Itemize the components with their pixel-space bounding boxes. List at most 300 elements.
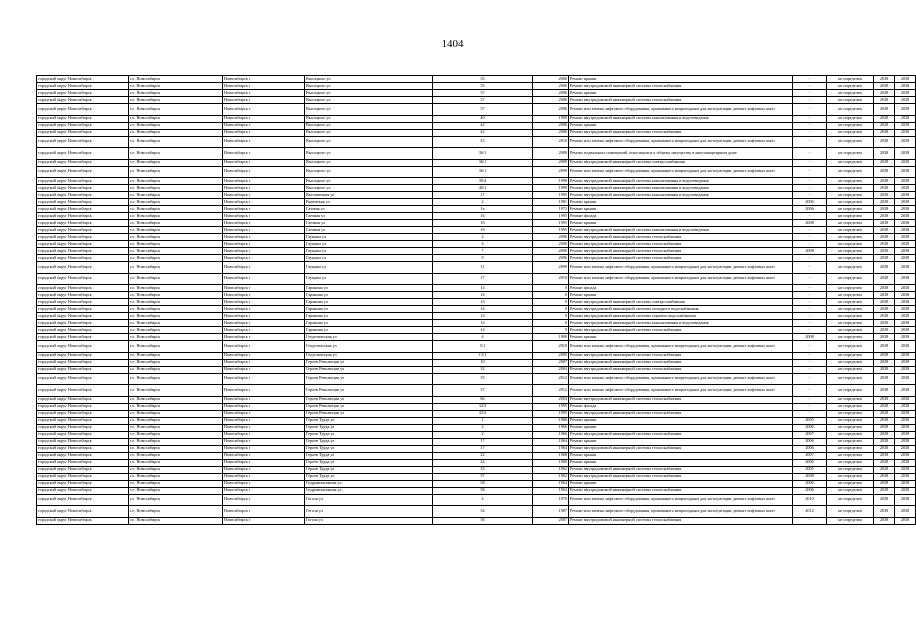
cell-year-to: 2038 [895,285,916,292]
cell-plan-period: не определен [827,248,874,255]
cell-year-from: 2038 [874,136,895,148]
cell-locality: Новосибирск г [223,166,305,178]
cell-locality: Новосибирск г [223,359,305,366]
cell-year-from: 2038 [874,494,895,506]
cell-plan-period: не определен [827,480,874,487]
cell-house: 14 [433,299,533,306]
cell-work-type: Ремонт внутридомовой инженерной системы теплоснабжения [569,396,793,403]
cell-street: Гаущака ул [305,248,433,255]
cell-settlement: г.о. Новосибирск [129,285,223,292]
cell-last-repair: - [793,227,827,234]
cell-municipality: городской округ Новосибирск [37,431,129,438]
cell-year: 1962 [533,473,569,480]
cell-locality: Новосибирск г [223,480,305,487]
cell-locality: Новосибирск г [223,234,305,241]
table-row [37,262,916,274]
cell-plan-period: не определен [827,506,874,518]
cell-locality: Новосибирск г [223,104,305,116]
cell-locality: Новосибирск г [223,373,305,385]
cell-street: Героев Труда ул [305,459,433,466]
cell-year-from: 2038 [874,431,895,438]
cell-year-from: 2038 [874,313,895,320]
table-row [37,306,916,313]
cell-year: 1995 [533,192,569,199]
cell-municipality: городской округ Новосибирск [37,396,129,403]
table-row [37,206,916,213]
cell-work-type: Ремонт крыши [569,452,793,459]
cell-street: Героев Труда ул [305,417,433,424]
cell-year-to: 2038 [895,97,916,104]
cell-house: 4 [433,494,533,506]
cell-year-from: 2038 [874,327,895,334]
cell-last-repair: 2007 [793,452,827,459]
cell-locality: Новосибирск г [223,403,305,410]
cell-street: Выставочная ул [305,192,433,199]
cell-settlement: г.о. Новосибирск [129,438,223,445]
cell-street: Геодезическая ул [305,341,433,353]
cell-work-type: Ремонт или замена лифтового оборудования, признанного непригодным для эксплуатации, ремонт лифтовых шахт [569,104,793,116]
cell-settlement: г.о. Новосибирск [129,97,223,104]
table-row [37,487,916,494]
cell-year-to: 2038 [895,241,916,248]
cell-work-type: Ремонт внутридомовой инженерной системы теплоснабжения [569,359,793,366]
cell-municipality: городской округ Новосибирск [37,473,129,480]
cell-locality: Новосибирск г [223,148,305,160]
cell-year: 2006 [533,97,569,104]
table-row [37,97,916,104]
cell-settlement: г.о. Новосибирск [129,248,223,255]
cell-work-type: Ремонт крыши [569,206,793,213]
cell-work-type: Ремонт крыши [569,199,793,206]
cell-street: Гидромонтажная ул [305,487,433,494]
cell-street: Гаранина ул [305,299,433,306]
table-row [37,122,916,129]
cell-year: 2007 [533,359,569,366]
cell-year-from: 2038 [874,90,895,97]
cell-settlement: г.о. Новосибирск [129,76,223,83]
cell-street: Гидромонтажная ул [305,480,433,487]
cell-year: 2006 [533,255,569,262]
cell-year-to: 2038 [895,480,916,487]
cell-house: 1а [433,206,533,213]
cell-settlement: г.о. Новосибирск [129,431,223,438]
cell-plan-period: не определен [827,122,874,129]
cell-plan-period: не определен [827,273,874,285]
cell-locality: Новосибирск г [223,396,305,403]
cell-plan-period: не определен [827,104,874,116]
cell-last-repair: - [793,273,827,285]
cell-year-to: 2038 [895,466,916,473]
cell-last-repair: - [793,255,827,262]
cell-year-from: 2038 [874,320,895,327]
cell-work-type: Ремонт внутридомовой инженерной системы канализования и водоотведения [569,227,793,234]
cell-year-from: 2038 [874,466,895,473]
cell-work-type: Ремонт внутридомовой инженерной системы теплоснабжения [569,431,793,438]
cell-year-from: 2038 [874,285,895,292]
cell-year-to: 2038 [895,129,916,136]
cell-municipality: городской округ Новосибирск [37,341,129,353]
cell-settlement: г.о. Новосибирск [129,313,223,320]
cell-house: 24 [433,459,533,466]
cell-year: 1968 [533,459,569,466]
cell-year-from: 2038 [874,459,895,466]
cell-settlement: г.о. Новосибирск [129,262,223,274]
cell-municipality: городской округ Новосибирск [37,83,129,90]
cell-settlement: г.о. Новосибирск [129,192,223,199]
cell-settlement: г.о. Новосибирск [129,459,223,466]
cell-plan-period: не определен [827,417,874,424]
cell-work-type: Ремонт внутридомовой инженерной системы теплоснабжения [569,445,793,452]
cell-year-from: 2038 [874,248,895,255]
cell-house: 32/2 [433,403,533,410]
cell-year-from: 2038 [874,199,895,206]
cell-year-to: 2038 [895,166,916,178]
cell-street: Высоцкого ул [305,148,433,160]
cell-settlement: г.о. Новосибирск [129,129,223,136]
cell-street: Гаущака ул [305,262,433,274]
cell-plan-period: не определен [827,473,874,480]
cell-year-from: 2038 [874,359,895,366]
cell-year: 0 [533,327,569,334]
cell-year-to: 2038 [895,122,916,129]
table-row [37,115,916,122]
cell-locality: Новосибирск г [223,320,305,327]
cell-year-from: 2038 [874,115,895,122]
cell-year-to: 2038 [895,234,916,241]
cell-year: 1988 [533,334,569,341]
cell-year: 1990 [533,115,569,122]
cell-year: 1995 [533,213,569,220]
cell-year-to: 2038 [895,104,916,116]
cell-street: Гаранина ул [305,285,433,292]
cell-year-from: 2038 [874,487,895,494]
cell-house: 14 [433,313,533,320]
cell-plan-period: не определен [827,366,874,373]
cell-work-type: Ремонт внутридомовой инженерной системы канализования и водоотведения [569,320,793,327]
cell-house: 32/2 [433,410,533,417]
cell-year-to: 2038 [895,213,916,220]
cell-year: 2010 [533,136,569,148]
cell-last-repair: - [793,352,827,359]
cell-year-from: 2038 [874,292,895,299]
cell-work-type: Ремонт или замена лифтового оборудования, признанного непригодным для эксплуатации, ремонт лифтовых шахт [569,494,793,506]
cell-settlement: г.о. Новосибирск [129,366,223,373]
table-row [37,403,916,410]
cell-last-repair: - [793,136,827,148]
cell-plan-period: не определен [827,178,874,185]
cell-house: 14 [433,306,533,313]
cell-last-repair: 2006 [793,199,827,206]
cell-street: Геодезическая ул [305,352,433,359]
cell-work-type: Ремонт внутридомовой инженерной системы теплоснабжения [569,255,793,262]
cell-locality: Новосибирск г [223,494,305,506]
cell-year-from: 2038 [874,241,895,248]
cell-street: Гаечная ул [305,227,433,234]
cell-street: Героев Революции ул [305,373,433,385]
cell-locality: Новосибирск г [223,487,305,494]
cell-settlement: г.о. Новосибирск [129,452,223,459]
cell-year-from: 2038 [874,273,895,285]
cell-work-type: Ремонт внутридомовой инженерной системы теплоснабжения [569,410,793,417]
cell-year-to: 2038 [895,90,916,97]
cell-last-repair: 2008 [793,220,827,227]
cell-last-repair: - [793,410,827,417]
cell-house: 2 [433,199,533,206]
cell-plan-period: не определен [827,83,874,90]
cell-plan-period: не определен [827,438,874,445]
cell-municipality: городской округ Новосибирск [37,424,129,431]
cell-year-from: 2038 [874,178,895,185]
cell-street: Высоцкого ул [305,178,433,185]
cell-year-from: 2038 [874,403,895,410]
cell-locality: Новосибирск г [223,431,305,438]
cell-locality: Новосибирск г [223,220,305,227]
cell-street: Высоцкого ул [305,83,433,90]
table-row [37,166,916,178]
cell-last-repair: 2006 [793,480,827,487]
cell-municipality: городской округ Новосибирск [37,90,129,97]
table-row [37,480,916,487]
cell-year-to: 2038 [895,517,916,524]
cell-year-to: 2038 [895,417,916,424]
cell-locality: Новосибирск г [223,285,305,292]
cell-locality: Новосибирск г [223,452,305,459]
cell-settlement: г.о. Новосибирск [129,90,223,97]
cell-municipality: городской округ Новосибирск [37,148,129,160]
cell-plan-period: не определен [827,199,874,206]
cell-municipality: городской округ Новосибирск [37,273,129,285]
cell-plan-period: не определен [827,466,874,473]
cell-plan-period: не определен [827,234,874,241]
cell-last-repair: - [793,373,827,385]
cell-last-repair: - [793,166,827,178]
cell-house: 7 [433,248,533,255]
cell-work-type: Ремонт внутридомовой инженерной системы теплоснабжения [569,327,793,334]
cell-work-type: Ремонт или замена лифтового оборудования, признанного непригодным для эксплуатации, ремонт лифтовых шахт [569,385,793,397]
cell-house: 35 [433,76,533,83]
cell-plan-period: не определен [827,136,874,148]
cell-locality: Новосибирск г [223,517,305,524]
cell-street: Героев Революции ул [305,385,433,397]
cell-house: 14 [433,320,533,327]
cell-settlement: г.о. Новосибирск [129,403,223,410]
cell-year-from: 2038 [874,424,895,431]
cell-street: Героев Труда ул [305,452,433,459]
table-row [37,129,916,136]
cell-street: Гаранина ул [305,313,433,320]
cell-year: 1966 [533,417,569,424]
cell-year: 2006 [533,76,569,83]
cell-year: 2004 [533,396,569,403]
cell-plan-period: не определен [827,341,874,353]
cell-last-repair: 2008 [793,473,827,480]
table-row [37,83,916,90]
cell-last-repair: - [793,403,827,410]
cell-year: 1966 [533,424,569,431]
cell-plan-period: не определен [827,385,874,397]
cell-street: Героев Революции ул [305,366,433,373]
cell-settlement: г.о. Новосибирск [129,352,223,359]
cell-municipality: городской округ Новосибирск [37,517,129,524]
cell-plan-period: не определен [827,403,874,410]
table-row [37,241,916,248]
cell-street: Гаечная ул [305,220,433,227]
cell-last-repair: - [793,178,827,185]
cell-plan-period: не определен [827,213,874,220]
table-row [37,431,916,438]
cell-settlement: г.о. Новосибирск [129,341,223,353]
cell-work-type: Ремонт или замена лифтового оборудования, признанного непригодным для эксплуатации, ремонт лифтовых шахт [569,341,793,353]
cell-last-repair: - [793,385,827,397]
cell-year: 2005 [533,352,569,359]
cell-settlement: г.о. Новосибирск [129,159,223,166]
cell-house: 37 [433,90,533,97]
cell-plan-period: не определен [827,255,874,262]
cell-last-repair: 2007 [793,431,827,438]
cell-municipality: городской округ Новосибирск [37,159,129,166]
cell-settlement: г.о. Новосибирск [129,480,223,487]
cell-house: 10 [433,359,533,366]
cell-house: 40 [433,115,533,122]
cell-locality: Новосибирск г [223,262,305,274]
cell-year-from: 2038 [874,341,895,353]
cell-house: 2 [433,424,533,431]
table-row [37,313,916,320]
cell-settlement: г.о. Новосибирск [129,115,223,122]
cell-locality: Новосибирск г [223,313,305,320]
cell-settlement: г.о. Новосибирск [129,517,223,524]
cell-plan-period: не определен [827,517,874,524]
cell-work-type: Ремонт фасада [569,403,793,410]
cell-municipality: городской округ Новосибирск [37,445,129,452]
cell-work-type: Ремонт крыши [569,459,793,466]
cell-year-to: 2038 [895,452,916,459]
cell-year: 2006 [533,129,569,136]
table-row [37,424,916,431]
table-row [37,352,916,359]
cell-plan-period: не определен [827,159,874,166]
table-row [37,159,916,166]
table-row [37,292,916,299]
cell-municipality: городской округ Новосибирск [37,104,129,116]
table-row [37,255,916,262]
cell-street: Высоцкого ул [305,136,433,148]
cell-house: 37 [433,385,533,397]
cell-year-from: 2038 [874,97,895,104]
cell-locality: Новосибирск г [223,115,305,122]
cell-settlement: г.о. Новосибирск [129,104,223,116]
cell-locality: Новосибирск г [223,334,305,341]
cell-year: 1964 [533,480,569,487]
cell-year-from: 2038 [874,83,895,90]
cell-house: 16 [433,213,533,220]
table-row [37,320,916,327]
cell-locality: Новосибирск г [223,248,305,255]
cell-last-repair: - [793,262,827,274]
cell-year-from: 2038 [874,227,895,234]
cell-year-to: 2038 [895,262,916,274]
cell-work-type: Ремонт крыши [569,90,793,97]
table-row [37,410,916,417]
cell-year-from: 2038 [874,159,895,166]
cell-house: 13/1 [433,352,533,359]
cell-house: 9 [433,255,533,262]
cell-year: 1962 [533,466,569,473]
cell-municipality: городской округ Новосибирск [37,220,129,227]
cell-municipality: городской округ Новосибирск [37,206,129,213]
cell-plan-period: не определен [827,306,874,313]
cell-settlement: г.о. Новосибирск [129,385,223,397]
cell-year-to: 2038 [895,292,916,299]
cell-year-from: 2038 [874,517,895,524]
cell-year-to: 2038 [895,334,916,341]
cell-plan-period: не определен [827,359,874,366]
cell-municipality: городской округ Новосибирск [37,373,129,385]
cell-plan-period: не определен [827,148,874,160]
cell-locality: Новосибирск г [223,366,305,373]
cell-house: 16 [433,220,533,227]
cell-year-from: 2038 [874,213,895,220]
cell-municipality: городской округ Новосибирск [37,262,129,274]
table-row [37,192,916,199]
cell-year: 2009 [533,148,569,160]
cell-settlement: г.о. Новосибирск [129,199,223,206]
cell-municipality: городской округ Новосибирск [37,241,129,248]
cell-locality: Новосибирск г [223,90,305,97]
cell-year-to: 2038 [895,506,916,518]
cell-settlement: г.о. Новосибирск [129,206,223,213]
cell-house: 2 [433,234,533,241]
cell-year-to: 2038 [895,313,916,320]
cell-year: 2006 [533,122,569,129]
cell-house: 32 [433,366,533,373]
cell-year-from: 2038 [874,373,895,385]
cell-street: Героев Революции ул [305,359,433,366]
cell-work-type: Ремонт внутридомовой инженерной системы электроснабжения [569,159,793,166]
cell-locality: Новосибирск г [223,327,305,334]
cell-plan-period: не определен [827,241,874,248]
cell-work-type: Ремонт внутридомовой инженерной системы электроснабжения [569,299,793,306]
cell-year: 1966 [533,431,569,438]
cell-house: 22 [433,452,533,459]
cell-year: 2010 [533,341,569,353]
cell-work-type: Ремонт внутридомовой инженерной системы канализования и водоотведения [569,178,793,185]
cell-street: Гаущака ул [305,241,433,248]
cell-plan-period: не определен [827,327,874,334]
cell-municipality: городской округ Новосибирск [37,366,129,373]
cell-year: 1964 [533,445,569,452]
cell-year-from: 2038 [874,306,895,313]
cell-plan-period: не определен [827,320,874,327]
cell-year: 2006 [533,83,569,90]
cell-settlement: г.о. Новосибирск [129,410,223,417]
cell-year-to: 2038 [895,424,916,431]
cell-municipality: городской округ Новосибирск [37,136,129,148]
cell-year: 1981 [533,199,569,206]
cell-house: 36 [433,517,533,524]
cell-settlement: г.о. Новосибирск [129,227,223,234]
cell-last-repair: 2008 [793,334,827,341]
cell-street: Героев Революции ул [305,403,433,410]
cell-municipality: городской округ Новосибирск [37,115,129,122]
cell-plan-period: не определен [827,262,874,274]
cell-work-type: Ремонт крыши [569,424,793,431]
cell-municipality: городской округ Новосибирск [37,185,129,192]
cell-last-repair: - [793,241,827,248]
cell-last-repair: - [793,185,827,192]
cell-municipality: городской округ Новосибирск [37,313,129,320]
cell-last-repair: - [793,115,827,122]
